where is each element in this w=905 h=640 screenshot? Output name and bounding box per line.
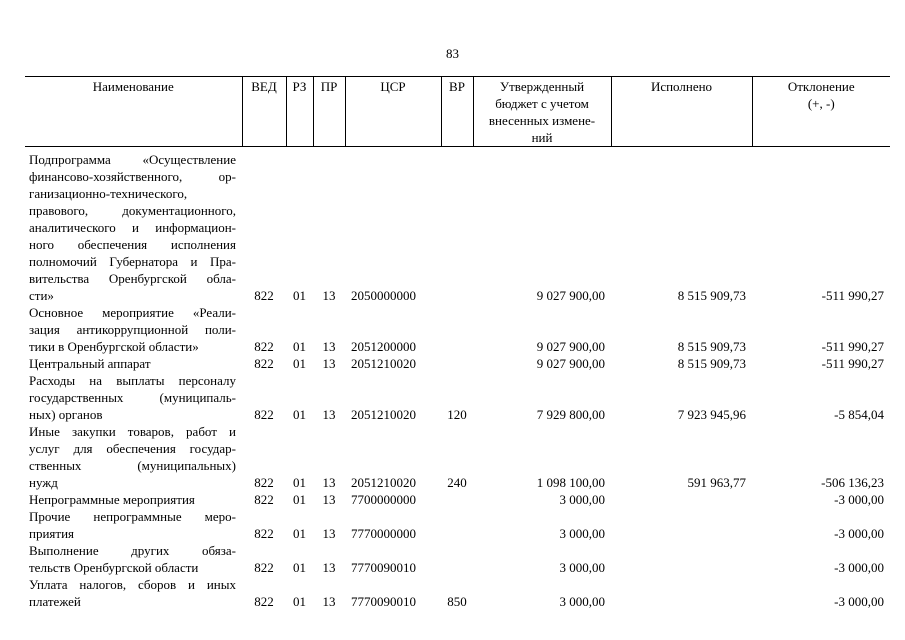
row-vr: 120 — [447, 407, 467, 422]
row-budget: 9 027 900,00 — [536, 339, 605, 354]
row-csr: 2051210020 — [351, 356, 416, 371]
row-ved: 822 — [254, 288, 274, 303]
row-executed — [611, 576, 752, 610]
row-name-line: Выполнение других обяза- — [29, 543, 236, 558]
row-name-line: Прочие непрограммные меро- — [29, 509, 236, 524]
row-name-line: государственных (муниципаль- — [29, 390, 236, 405]
page-number: 83 — [446, 46, 459, 61]
row-name — [25, 423, 242, 491]
row-vr — [441, 491, 473, 508]
row-name-line: Расходы на выплаты персоналу — [29, 373, 236, 388]
row-name-line: финансово-хозяйственного, ор- — [29, 169, 236, 184]
table-row — [25, 508, 890, 542]
row-name-line: полномочий Губернатора и Пра- — [29, 254, 236, 269]
table-row — [25, 491, 890, 508]
row-budget: 9 027 900,00 — [536, 356, 605, 371]
header-budget-line: Утвержденный — [499, 79, 585, 94]
row-executed: 8 515 909,73 — [677, 356, 746, 371]
row-rz: 01 — [293, 560, 306, 575]
row-name — [25, 372, 242, 423]
row-name-line: тельств Оренбургской области — [29, 560, 199, 575]
row-deviation: -511 990,27 — [821, 356, 884, 371]
row-vr: 850 — [447, 594, 467, 609]
row-name — [25, 508, 242, 542]
row-name — [25, 576, 242, 610]
row-deviation: -511 990,27 — [821, 288, 884, 303]
row-name-line: сти» — [29, 288, 54, 303]
row-deviation: -511 990,27 — [821, 339, 884, 354]
row-deviation: -506 136,23 — [821, 475, 884, 490]
row-csr: 2051200000 — [351, 339, 416, 354]
row-pr: 13 — [322, 594, 336, 609]
row-vr — [441, 151, 473, 304]
row-executed — [611, 542, 752, 576]
row-deviation: -3 000,00 — [834, 492, 884, 507]
row-budget: 9 027 900,00 — [536, 288, 605, 303]
row-executed: 8 515 909,73 — [677, 288, 746, 303]
row-vr — [441, 355, 473, 372]
row-budget: 3 000,00 — [559, 492, 605, 507]
row-executed: 7 923 945,96 — [677, 407, 746, 422]
row-budget: 7 929 800,00 — [536, 407, 605, 422]
row-name-line: нужд — [29, 475, 58, 490]
budget-table — [25, 76, 890, 610]
table-row — [25, 542, 890, 576]
header-ved: ВЕД — [242, 77, 286, 147]
row-rz: 01 — [293, 526, 306, 541]
row-rz: 01 — [293, 594, 306, 609]
row-name-line: приятия — [29, 526, 75, 541]
row-ved: 822 — [254, 492, 274, 507]
header-executed: Исполнено — [611, 77, 752, 147]
row-ved: 822 — [254, 475, 274, 490]
row-executed: 591 963,77 — [687, 475, 746, 490]
row-name-line: Непрограммные мероприятия — [29, 492, 195, 507]
row-name-line: ных) органов — [29, 407, 103, 422]
row-name-line: зация антикоррупционной поли- — [29, 322, 236, 337]
row-name-line: Подпрограмма «Осуществление — [29, 152, 236, 167]
row-budget: 1 098 100,00 — [536, 475, 605, 490]
row-pr: 13 — [322, 475, 336, 490]
row-name-line: Основное мероприятие «Реали- — [29, 305, 236, 320]
row-csr: 2051210020 — [351, 407, 416, 422]
header-budget-line: ний — [531, 130, 553, 145]
header-budget-line: бюджет с учетом — [495, 96, 589, 111]
row-vr — [441, 508, 473, 542]
row-name-line: аналитического и информацион- — [29, 220, 236, 235]
row-budget: 3 000,00 — [559, 560, 605, 575]
table-row — [25, 151, 890, 304]
row-name-line: Центральный аппарат — [29, 356, 151, 371]
row-csr: 7770090010 — [351, 594, 416, 609]
table-body — [25, 147, 890, 611]
header-deviation — [752, 77, 890, 147]
table-row — [25, 355, 890, 372]
row-executed — [611, 491, 752, 508]
row-name — [25, 542, 242, 576]
header-pr: ПР — [313, 77, 345, 147]
row-executed — [611, 508, 752, 542]
row-budget: 3 000,00 — [559, 526, 605, 541]
row-vr — [441, 542, 473, 576]
row-vr: 240 — [447, 475, 467, 490]
row-deviation: -3 000,00 — [834, 560, 884, 575]
row-pr: 13 — [322, 407, 336, 422]
row-ved: 822 — [254, 560, 274, 575]
row-name-line: ганизационно-технического, — [29, 186, 188, 201]
row-rz: 01 — [293, 475, 306, 490]
row-name-line: ственных (муниципальных) — [29, 458, 236, 473]
header-vr: ВР — [441, 77, 473, 147]
row-name — [25, 355, 242, 372]
row-rz: 01 — [293, 288, 306, 303]
row-name — [25, 491, 242, 508]
row-deviation: -3 000,00 — [834, 526, 884, 541]
row-pr: 13 — [322, 526, 336, 541]
table-row — [25, 304, 890, 355]
row-rz: 01 — [293, 339, 306, 354]
row-budget: 3 000,00 — [559, 594, 605, 609]
row-pr: 13 — [322, 339, 336, 354]
row-ved: 822 — [254, 526, 274, 541]
row-pr: 13 — [322, 356, 336, 371]
row-ved: 822 — [254, 356, 274, 371]
row-name-line: Иные закупки товаров, работ и — [29, 424, 236, 439]
row-name-line: услуг для обеспечения государ- — [29, 441, 236, 456]
row-pr: 13 — [322, 492, 336, 507]
row-name — [25, 304, 242, 355]
table-row — [25, 423, 890, 491]
row-name-line: ного обеспечения исполнения — [29, 237, 236, 252]
table-header-row — [25, 77, 890, 147]
row-name-line: Уплата налогов, сборов и иных — [29, 577, 236, 592]
row-name-line: платежей — [29, 594, 81, 609]
row-name — [25, 151, 242, 304]
row-ved: 822 — [254, 407, 274, 422]
row-csr: 7770000000 — [351, 526, 416, 541]
row-name-line: вительства Оренбургской обла- — [29, 271, 236, 286]
row-name-line: правового, документационного, — [29, 203, 236, 218]
row-pr: 13 — [322, 560, 336, 575]
header-deviation-line: (+, -) — [807, 96, 835, 111]
row-vr — [441, 304, 473, 355]
row-ved: 822 — [254, 594, 274, 609]
header-name: Наименование — [25, 77, 242, 147]
table-row — [25, 576, 890, 610]
row-csr: 2050000000 — [351, 288, 416, 303]
row-csr: 7770090010 — [351, 560, 416, 575]
row-deviation: -5 854,04 — [834, 407, 884, 422]
header-rz: РЗ — [286, 77, 313, 147]
row-rz: 01 — [293, 356, 306, 371]
row-rz: 01 — [293, 407, 306, 422]
table-row — [25, 372, 890, 423]
row-rz: 01 — [293, 492, 306, 507]
row-csr: 7700000000 — [351, 492, 416, 507]
header-budget-line: внесенных измене- — [488, 113, 596, 128]
row-deviation: -3 000,00 — [834, 594, 884, 609]
row-pr: 13 — [322, 288, 336, 303]
header-deviation-line: Отклонение — [787, 79, 855, 94]
header-budget — [473, 77, 611, 147]
row-ved: 822 — [254, 339, 274, 354]
row-name-line: тики в Оренбургской области» — [29, 339, 199, 354]
row-executed: 8 515 909,73 — [677, 339, 746, 354]
row-csr: 2051210020 — [351, 475, 416, 490]
header-csr: ЦСР — [345, 77, 441, 147]
